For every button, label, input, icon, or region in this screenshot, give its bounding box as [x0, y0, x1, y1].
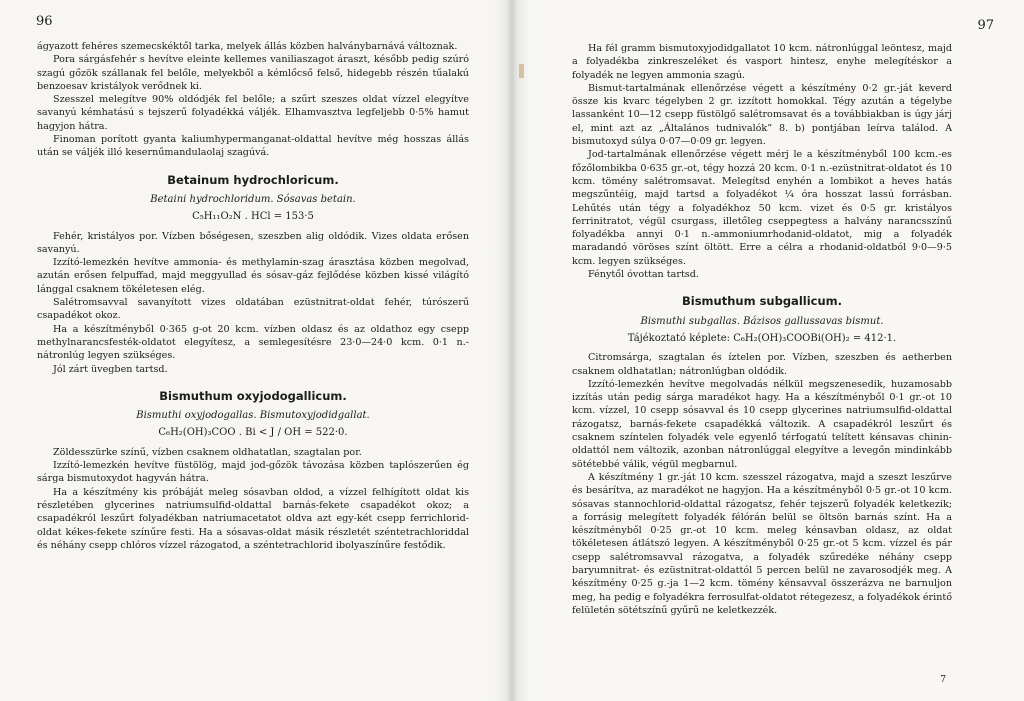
paragraph: ágyazott fehéres szemecskéktől tarka, melyek állás közben halványbarnává változnak. [37, 41, 458, 52]
paragraph: Fehér, kristályos por. Vízben bőségesen, szeszben alig oldódik. Vizes oldata erősen savanyú. [37, 230, 469, 255]
left-text-column [37, 40, 469, 552]
section-title: Bismuthum oxyjodogallicum. [159, 388, 347, 403]
paragraph: Izzító-lemezkén hevítve megolvadás nélkül megszenesedik, huzamosabb izzítás után pedig sárga maradékot hagy. Ha a készítményből 0·1 gr.-ot 10 kcm. vízzel, 10 csepp sósavval és 10 csepp glycerines natriumsulfid-oldattal rázogatsz, barnás-fekete csapadékká változik. A csapadékról leszűrt és csaknem színtelen folyadék vele egyenlő térfogatú telített kénsavas chinin-oldattól nem változik, azonban nátronlúggal elegyítve a levegőn mindinkább sötétebbé válik, végül megbarnul. [572, 378, 952, 470]
paragraph: Szesszel melegítve 90% oldódjék fel belőle; a szűrt szeszes oldat vízzel elegyítve savanyú kémhatású s tejszerű folyadékká váljék. Elhamvasztva legfeljebb 0·5% hamut hagyjon hátra. [37, 94, 469, 132]
page-number-right: 97 [977, 18, 994, 33]
paragraph: Pora sárgásfehér s hevítve eleinte kellemes vaniliaszagot áraszt, később pedig szúró szagú gőzök szállanak fel belőle, melyekből a kémlőcső felső, hidegebb részén tűalakú benzoesav kristályok verődnek ki. [37, 54, 469, 92]
paragraph: Finoman porított gyanta kaliumhypermanganat-oldattal hevítve még hosszas állás után se váljék illó kesernűmandulaolaj szagúvá. [37, 134, 469, 159]
right-page [512, 0, 1024, 701]
paragraph: Ha a készítményből 0·365 g-ot 20 kcm. vízben oldasz és az oldathoz egy csepp methylnarancsfesték-oldatot elegyítesz, a semlegesítésre 23·0—24·0 kcm. 0·1 n.-nátronlúg legyen szükséges. [37, 323, 469, 362]
chemical-formula: Tájékoztató képlete: C₆H₂(OH)₃COOBi(OH)₂ = 412·1. [627, 332, 897, 344]
gutter-stain [519, 64, 524, 78]
section-subtitle: Betaini hydrochloridum. Sósavas betain. [150, 193, 356, 205]
paragraph: Izzító-lemezkén hevítve füstölög, majd jod-gőzök távozása közben taplószerűen ég sárga bismutoxydot hagyván hátra. [37, 460, 469, 485]
paragraph: A készítmény 1 gr.-ját 10 kcm. szesszel rázogatva, majd a szeszt leszűrve és besárítva, az maradékot ne hagyjon. Ha a készítményből 0·5 gr.-ot 10 kcm. sósavas stannochlorid-oldattal rázogatsz, fehér tejszerű folyadék keletkezik; a forrásig melegített folyadék félórán belül se öltsön barnás színt. Ha a készítményből 0·25 gr.-ot 10 kcm. meleg kénsavban oldasz, az oldat tökéletesen átlátszó legyen. A készítményből 0·25 gr.-ot 5 kcm. vízzel és pár csepp salétromsavval rázogatva, a folyadék szűredéke néhány csepp baryumnitrat- és ezüstnitrat-oldattól 5 percen belül ne zavarosodjék meg. A készítmény 0·25 g.-ja 1—2 kcm. tömény kénsavval összerázva ne barnuljon meg, ha pedig e folyadékra ferrosulfat-oldatot rétegezesz, a folyadékok érintő felületén sötétszínű gyűrű ne keletkezzék. [572, 471, 952, 616]
chemical-formula: C₆H₂(OH)₃COO . Bi < J / OH = 522·0. [158, 427, 348, 439]
paragraph: Ha fél gramm bismutoxyjodidgallatot 10 kcm. nátronlúggal leöntesz, majd a folyadékba zinkreszeléket és vasport hintesz, enyhe melegítéskor a folyadék ne legyen ammonia szagú. [572, 43, 952, 81]
section-title: Bismuthum subgallicum. [681, 294, 843, 309]
footer-signature-mark: 7 [940, 675, 946, 685]
paragraph: Izzító-lemezkén hevítve ammonia- és methylamin-szag árasztása közben megolvad, azután erősen felpuffad, majd meggyullad és sósav-gáz fejlődése közben kissé világító lánggal csaknem tökéletesen elég. [37, 257, 469, 295]
chemical-formula: C₅H₁₁O₂N . HCl = 153·5 [192, 211, 314, 223]
paragraph: Ha a készítmény kis próbáját meleg sósavban oldod, a vízzel felhígított oldat kis részletében glycerines natriumsulfid-oldattal barnás-fekete csapadékot okoz; a csapadékról leszűrt folyadékban natriumacetatot oldva azt egy-két csepp ferrichlorid-oldat kékes-fekete színűre festi. Ha a sósavas-oldat másik részletét széntetrachloriddal és néhány csepp chlóros vízzel rázogatod, a széntetrachlorid ibolyaszínűre festődik. [37, 486, 469, 551]
section-subtitle: Bismuthi subgallas. Bázisos gallussavas bismut. [640, 315, 884, 327]
section-subtitle: Bismuthi oxyjodogallas. Bismutoxyjodidgallat. [136, 410, 370, 422]
paragraph: Bismut-tartalmának ellenőrzése végett a készítmény 0·2 gr.-ját keverd össze kis kvarc tégelyben 2 gr. izzított homokkal. Tégy azután a tégelybe lassanként 10—12 csepp füstölgő salétromsavat és a továbbiakban is úgy járj el, mint azt az „Általános tudnivalók” 8. b) pontjában leírva találod. A bismutoxyd súlya 0·07—0·09 gr. legyen. [572, 82, 952, 148]
right-text-column [572, 42, 952, 617]
paragraph: Fénytől óvottan tartsd. [588, 269, 699, 281]
paragraph: Salétromsavval savanyított vizes oldatában ezüstnitrat-oldat fehér, túrószerű csapadékot okoz. [37, 297, 469, 322]
paragraph: Citromsárga, szagtalan és íztelen por. Vízben, szeszben és aetherben csaknem oldhatatlan; nátronlúgban oldódik. [572, 352, 952, 377]
paragraph: Zöldesszürke színű, vízben csaknem oldhatatlan, szagtalan por. [53, 446, 362, 458]
section-title: Betainum hydrochloricum. [167, 172, 339, 187]
paragraph: Jól zárt üvegben tartsd. [53, 363, 168, 375]
page-number-left: 96 [36, 14, 53, 29]
paragraph: Jod-tartalmának ellenőrzése végett mérj le a készítményből 100 kcm.-es főzőlombikba 0·635 gr.-ot, tégy hozzá 20 kcm. 0·1 n.-ezüstnitrat-oldatot és 10 kcm. tömény salétromsavat. Melegítsd enyhén a lombikot a heves hatás megszűntéig, majd tartsd a folyadékot ¼ óra hosszat lassú forrásban. Lehűtés után tégy a folyadékhoz 50 kcm. vizet és 0·5 gr. kristályos ferrinitratot, végül csurgass, illetőleg cseppegtess a halvány narancsszínű folyadékba annyi 0·1 n.-ammoniumrhodanid-oldatot, mig a folyadék maradandó vöröses színt öltött. Erre a célra a rhodanid-oldatból 9·0—9·5 kcm. legyen szükséges. [572, 149, 952, 267]
